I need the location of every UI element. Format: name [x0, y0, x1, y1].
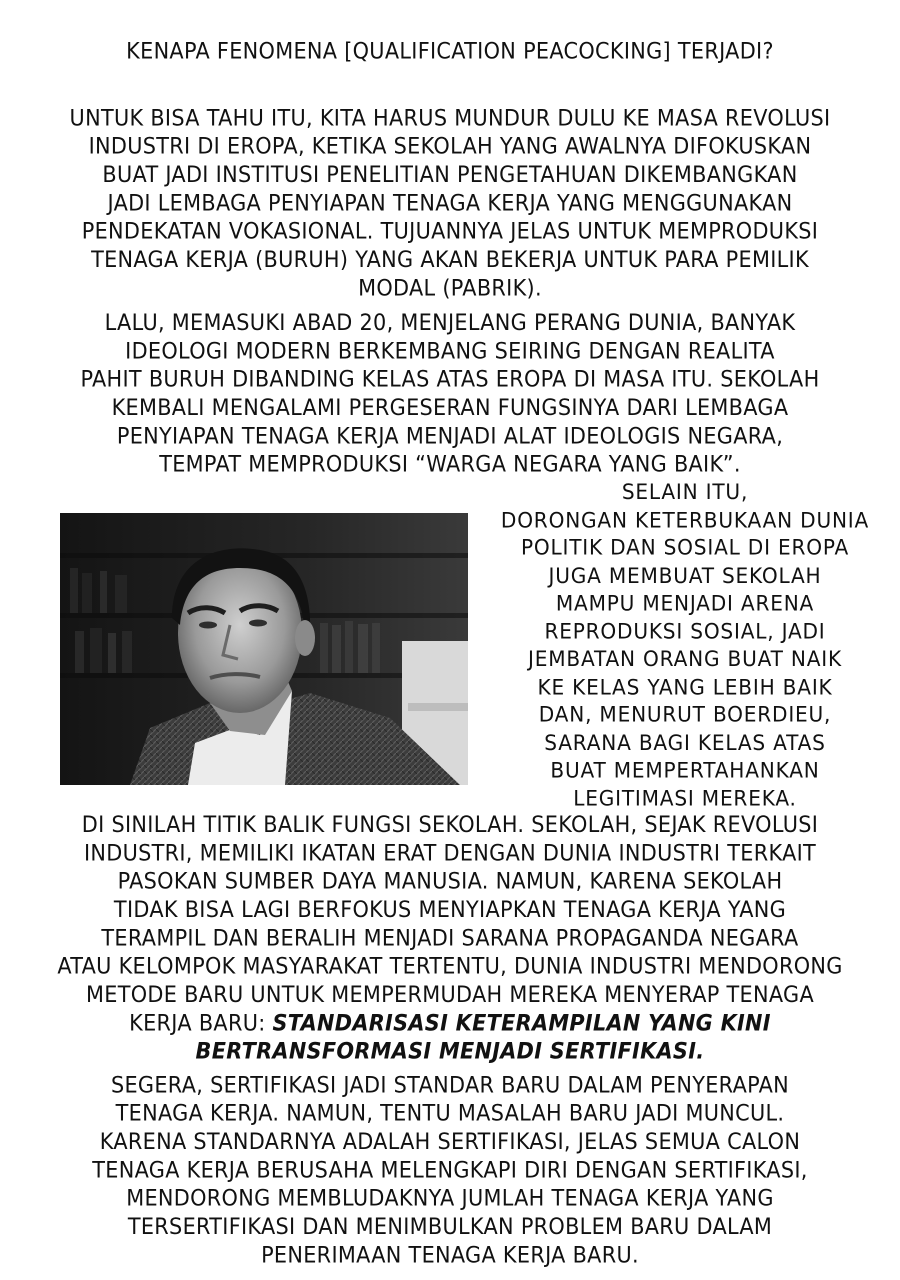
text-line: MAMPU MENJADI ARENA: [555, 590, 815, 616]
text-line: MODAL (PABRIK).: [358, 275, 542, 301]
text-line: DI SINILAH TITIK BALIK FUNGSI SEKOLAH. SEKOLAH, SEJAK REVOLUSI: [81, 811, 819, 838]
text-line-mixed: [4, 1009, 896, 1037]
paragraph-20th-century: [0, 309, 900, 479]
text-line: TEMPAT MEMPRODUKSI “WARGA NEGARA YANG BAIK”.: [159, 451, 741, 477]
text-line: ATAU KELOMPOK MASYARAKAT TERTENTU, DUNIA INDUSTRI MENDORONG: [57, 953, 843, 979]
emphasis-text: BERTRANSFORMASI MENJADI SERTIFIKASI.: [195, 1038, 705, 1064]
paragraph-social-reproduction: [470, 478, 900, 812]
text-line: KEMBALI MENGALAMI PERGESERAN FUNGSINYA DARI LEMBAGA: [111, 395, 789, 421]
text-line: POLITIK DAN SOSIAL DI EROPA: [520, 534, 850, 560]
text-line: LALU, MEMASUKI ABAD 20, MENJELANG PERANG DUNIA, BANYAK: [104, 310, 796, 336]
title-text: KENAPA FENOMENA [QUALIFICATION PEACOCKING] TERJADI?: [126, 38, 774, 64]
text-line: METODE BARU UNTUK MEMPERMUDAH MEREKA MENYERAP TENAGA: [85, 982, 814, 1008]
text-line: SARANA BAGI KELAS ATAS: [544, 729, 826, 755]
text-line: JUGA MEMBUAT SEKOLAH: [548, 562, 822, 588]
text-line: LEGITIMASI MEREKA.: [573, 785, 797, 811]
portrait-photo: [60, 513, 468, 785]
paragraph-turning-point: [0, 811, 900, 1066]
text-line: UNTUK BISA TAHU ITU, KITA HARUS MUNDUR DULU KE MASA REVOLUSI: [69, 105, 831, 131]
text-line: KE KELAS YANG LEBIH BAIK: [537, 673, 833, 700]
text-line: INDUSTRI, MEMILIKI IKATAN ERAT DENGAN DUNIA INDUSTRI TERKAIT: [83, 840, 817, 866]
text-line: JEMBATAN ORANG BUAT NAIK: [528, 646, 842, 672]
text-line: KARENA STANDARNYA ADALAH SERTIFIKASI, JELAS SEMUA CALON: [99, 1129, 801, 1155]
text-line: TERAMPIL DAN BERALIH MENJADI SARANA PROPAGANDA NEGARA: [101, 925, 799, 951]
text-line: IDEOLOGI MODERN BERKEMBANG SEIRING DENGAN REALITA: [125, 338, 775, 364]
text-line: REPRODUKSI SOSIAL, JADI: [544, 618, 826, 644]
text-line: TENAGA KERJA BERUSAHA MELENGKAPI DIRI DENGAN SERTIFIKASI,: [92, 1157, 808, 1183]
portrait-image: [60, 513, 468, 785]
text-line: TENAGA KERJA. NAMUN, TENTU MASALAH BARU JADI MUNCUL.: [115, 1100, 785, 1126]
text-line: SEGERA, SERTIFIKASI JADI STANDAR BARU DALAM PENYERAPAN: [110, 1072, 790, 1098]
text-line: DORONGAN KETERBUKAAN DUNIA: [500, 506, 870, 533]
text-line: BUAT MEMPERTAHANKAN: [550, 757, 820, 783]
paragraph-industrial-revolution: [0, 104, 900, 302]
text-line: PENYIAPAN TENAGA KERJA MENJADI ALAT IDEOLOGIS NEGARA,: [116, 423, 784, 449]
emphasis-text: STANDARISASI KETERAMPILAN YANG KINI: [272, 1010, 771, 1036]
text-line: PAHIT BURUH DIBANDING KELAS ATAS EROPA DI MASA ITU. SEKOLAH: [80, 366, 820, 392]
text-line: SELAIN ITU,: [621, 479, 749, 505]
text-line: MENDORONG MEMBLUDAKNYA JUMLAH TENAGA KERJA YANG: [126, 1185, 774, 1211]
text-line: BUAT JADI INSTITUSI PENELITIAN PENGETAHUAN DIKEMBANGKAN: [102, 162, 798, 188]
text-line: PENDEKATAN VOKASIONAL. TUJUANNYA JELAS UNTUK MEMPRODUKSI: [81, 218, 819, 244]
text-line: JADI LEMBAGA PENYIAPAN TENAGA KERJA YANG MENGGUNAKAN: [107, 190, 793, 216]
page-title: [0, 37, 900, 65]
text-line: TENAGA KERJA (BURUH) YANG AKAN BEKERJA UNTUK PARA PEMILIK: [91, 247, 809, 273]
text-line: TERSERTIFIKASI DAN MENIMBULKAN PROBLEM BARU DALAM: [127, 1214, 773, 1240]
text-line: PASOKAN SUMBER DAYA MANUSIA. NAMUN, KARENA SEKOLAH: [117, 868, 783, 894]
paragraph-certification: [0, 1071, 900, 1269]
text-prefix: KERJA BARU:: [129, 1010, 273, 1036]
text-line: INDUSTRI DI EROPA, KETIKA SEKOLAH YANG AWALNYA DIFOKUSKAN: [88, 133, 812, 159]
text-line: TIDAK BISA LAGI BERFOKUS MENYIAPKAN TENAGA KERJA YANG: [113, 897, 787, 923]
text-line: DAN, MENURUT BOERDIEU,: [538, 701, 832, 727]
text-line: PENERIMAAN TENAGA KERJA BARU.: [261, 1242, 639, 1268]
